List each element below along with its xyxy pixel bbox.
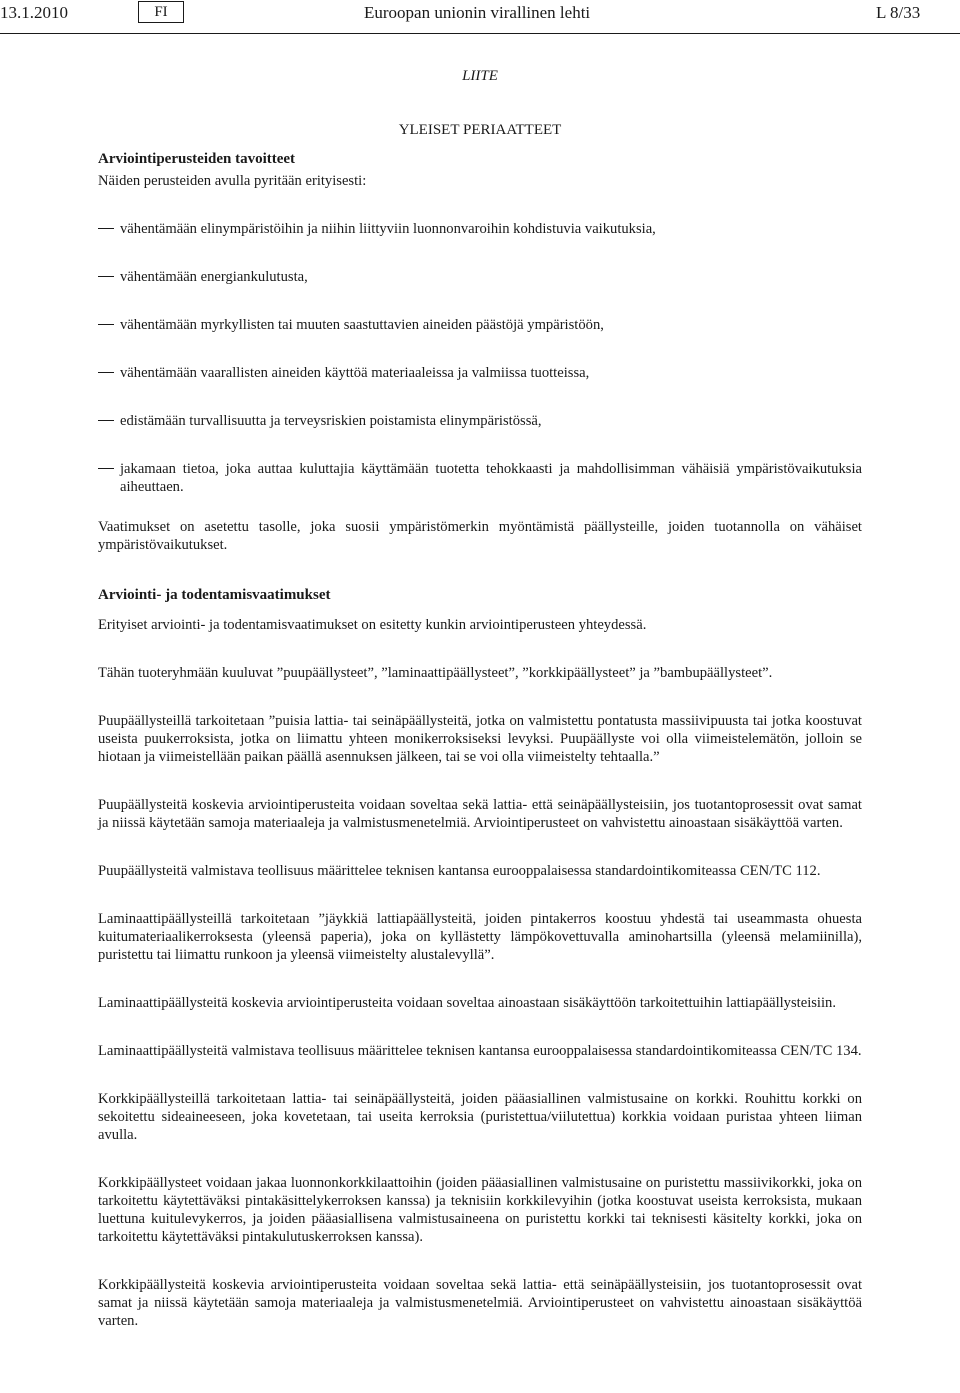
- dash-marker: [98, 468, 114, 469]
- list-item: jakamaan tietoa, joka auttaa kuluttajia käyttämään tuotetta tehokkaasti ja mahdollisimman vähäisiä ympäristövaikutuksia aiheuttaen.: [98, 460, 862, 496]
- journal-title: Euroopan unionin virallinen lehti: [364, 3, 591, 22]
- paragraph: Puupäällysteitä koskevia arviointiperusteita voidaan soveltaa sekä lattia- että seinäpäällysteisiin, jos tuotantoprosessit ovat samat ja niissä käytetään samoja materiaaleja ja valmistusmenetelmiä. Arviointiperusteet on vahvistettu ainoastaan sisäkäyttöä varten.: [98, 797, 862, 831]
- page-reference: L 8/33: [876, 3, 921, 22]
- section-title: YLEISET PERIAATTEET: [398, 122, 562, 138]
- publication-date: 13.1.2010: [0, 3, 68, 22]
- paragraph: Puupäällysteillä tarkoitetaan ”puisia lattia- tai seinäpäällysteitä, jotka on valmistettu pontatusta massiivipuusta tai jotka koostuvat useista puukerroksista, jotka on liimattu yhteen monikerroksiseksi levyksi. Puupäällyste voi olla viimeistelemätön, jolloin se hiotaan ja viimeistellään paikan päällä asennuksen jälkeen, tai se voi olla viimeistelty tehtaalla.”: [98, 713, 862, 765]
- document-body: [98, 150, 862, 1330]
- objectives-heading: Arviointiperusteiden tavoitteet: [98, 151, 296, 167]
- dash-marker: [98, 420, 114, 421]
- objectives-list: [98, 220, 862, 496]
- paragraph: Erityiset arviointi- ja todentamisvaatimukset on esitetty kunkin arviointiperusteen yhteydessä.: [98, 617, 647, 633]
- dash-marker: [98, 276, 114, 277]
- page-header: [0, 0, 960, 36]
- header-rule: [0, 33, 960, 34]
- objectives-closing: Vaatimukset on asetettu tasolle, joka suosii ympäristömerkin myöntämistä päällysteille, joiden tuotannolla on vähäiset ympäristövaikutukset.: [98, 519, 862, 553]
- dash-marker: [98, 228, 114, 229]
- list-item: vähentämään energiankulutusta,: [98, 268, 862, 286]
- paragraph: Laminaattipäällysteillä tarkoitetaan ”jäykkiä lattiapäällysteitä, joiden pintakerros koostuu yhdestä tai useammasta ohuesta kuitumateriaalikerroksesta (yleensä paperia), joka on kyllästetty lämpökovettuvalla aminohartsilla (yleensä melamiinilla), puristettu tai liimattu runkoon ja yleensä viimeistelty alustalevyllä”.: [98, 911, 862, 963]
- paragraph: Tähän tuoteryhmään kuuluvat ”puupäällysteet”, ”laminaattipäällysteet”, ”korkkipäällysteet” ja ”bambupäällysteet”.: [98, 665, 773, 681]
- assessment-heading: Arviointi- ja todentamisvaatimukset: [98, 587, 331, 603]
- paragraph: Korkkipäällysteillä tarkoitetaan lattia- tai seinäpäällysteitä, joiden pääasiallinen valmistusaine on korkki. Rouhittu korkki on sekoitettu sideaineeseen, joka kovetetaan, tai useita kerroksia (puristettua/viilutettua) korkkia voidaan puristaa yhteen liiman avulla.: [98, 1091, 862, 1143]
- list-item: edistämään turvallisuutta ja terveysriskien poistamista elinympäristössä,: [98, 412, 862, 430]
- dash-marker: [98, 372, 114, 373]
- language-code-box: FI: [138, 1, 184, 23]
- list-item: vähentämään elinympäristöihin ja niihin liittyviin luonnonvaroihin kohdistuvia vaikutuksia,: [98, 220, 862, 238]
- dash-marker: [98, 324, 114, 325]
- list-item: vähentämään myrkyllisten tai muuten saastuttavien aineiden päästöjä ympäristöön,: [98, 316, 862, 334]
- paragraph: Laminaattipäällysteitä koskevia arviointiperusteita voidaan soveltaa ainoastaan sisäkäyttöön tarkoitettuihin lattiapäällysteisiin.: [98, 995, 836, 1011]
- paragraph: Korkkipäällysteet voidaan jakaa luonnonkorkkilaattoihin (joiden pääasiallinen valmistusaine on puristettu massiivikorkki, joka on tarkoitettu käytettäväksi pintakäsittelykerroksen kanssa) ja teknisiin korkkilevyihin (jotka koostuvat useista kerroksista, mukaan luettuna kuitulevykerros, ja joiden pääasiallisena valmistusaineena on puristettu korkki tai teknisesti käsitelty korkki, joka on tarkoitettu käytettäväksi pintakulutuskerroksen kanssa).: [98, 1175, 862, 1245]
- objectives-intro: Näiden perusteiden avulla pyritään erityisesti:: [98, 173, 367, 189]
- paragraph: Laminaattipäällysteitä valmistava teollisuus määrittelee teknisen kantansa eurooppalaisessa standardointikomiteassa CEN/TC 134.: [98, 1043, 862, 1059]
- paragraph: Korkkipäällysteitä koskevia arviointiperusteita voidaan soveltaa sekä lattia- että seinäpäällysteisiin, jos tuotantoprosessit ovat samat ja niissä käytetään samoja materiaaleja ja valmistusmenetelmiä. Arviointiperusteet on vahvistettu ainoastaan sisäkäyttöä varten.: [98, 1277, 862, 1329]
- annex-title: LIITE: [462, 68, 498, 84]
- list-item: vähentämään vaarallisten aineiden käyttöä materiaaleissa ja valmiissa tuotteissa,: [98, 364, 862, 382]
- paragraph: Puupäällysteitä valmistava teollisuus määrittelee teknisen kantansa eurooppalaisessa standardointikomiteassa CEN/TC 112.: [98, 863, 821, 879]
